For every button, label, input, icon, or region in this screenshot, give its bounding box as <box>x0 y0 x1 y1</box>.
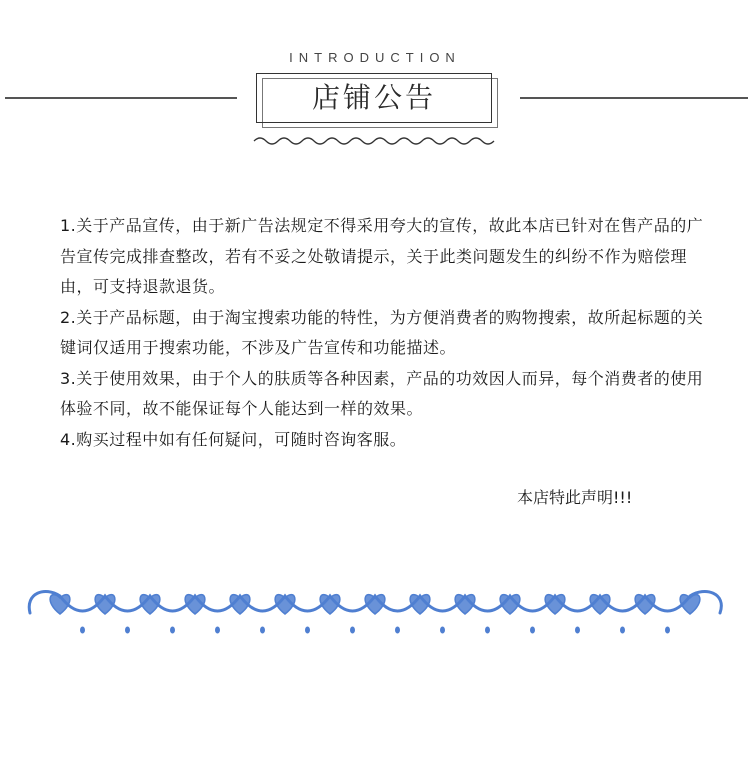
drop-icon <box>575 627 580 634</box>
drop-icon <box>665 627 670 634</box>
drop-icon <box>350 627 355 634</box>
heart-icon <box>545 595 565 614</box>
heart-icon <box>680 595 700 614</box>
heart-icon <box>275 595 295 614</box>
drop-icon <box>215 627 220 634</box>
notice-item: 2.关于产品标题，由于淘宝搜索功能的特性，为方便消费者的购物搜索，故所起标题的关键词仅适用于搜索功能，不涉及广告宣传和功能描述。 <box>60 307 704 357</box>
drop-icon <box>170 627 175 634</box>
heart-icon <box>50 595 70 614</box>
drop-icon <box>260 627 265 634</box>
notice-body <box>60 211 710 455</box>
heart-garland-decoration <box>15 568 735 648</box>
heart-icon <box>410 595 430 614</box>
heart-icon <box>500 595 520 614</box>
wave-divider <box>252 134 498 148</box>
heart-icon <box>590 595 610 614</box>
intro-heading: INTRODUCTION <box>289 50 461 65</box>
heart-icon <box>185 595 205 614</box>
drop-icon <box>485 627 490 634</box>
divider-left <box>5 97 237 99</box>
divider-right <box>520 97 748 99</box>
heart-icon <box>320 595 340 614</box>
heart-icon <box>140 595 160 614</box>
heart-icon <box>230 595 250 614</box>
heart-icon <box>365 595 385 614</box>
drop-icon <box>395 627 400 634</box>
drop-icon <box>80 627 85 634</box>
drop-icon <box>305 627 310 634</box>
drop-icon <box>125 627 130 634</box>
notice-item: 4.购买过程中如有任何疑问，可随时咨询客服。 <box>60 429 407 449</box>
notice-item: 1.关于产品宣传，由于新广告法规定不得采用夸大的宣传，故此本店已针对在售产品的广告宣传完成排查整改，若有不妥之处敬请提示，关于此类问题发生的纠纷不作为赔偿理由，可支持退款退货。 <box>60 216 704 296</box>
drop-icon <box>530 627 535 634</box>
drop-icon <box>440 627 445 634</box>
heart-icon <box>455 595 475 614</box>
heart-icon <box>635 595 655 614</box>
statement-text: 本店特此声明!!! <box>517 488 633 507</box>
heart-icon <box>95 595 115 614</box>
page-title: 店铺公告 <box>311 81 436 114</box>
notice-item: 3.关于使用效果，由于个人的肤质等各种因素，产品的功效因人而异，每个消费者的使用体验不同，故不能保证每个人能达到一样的效果。 <box>60 368 704 418</box>
drop-icon <box>620 627 625 634</box>
